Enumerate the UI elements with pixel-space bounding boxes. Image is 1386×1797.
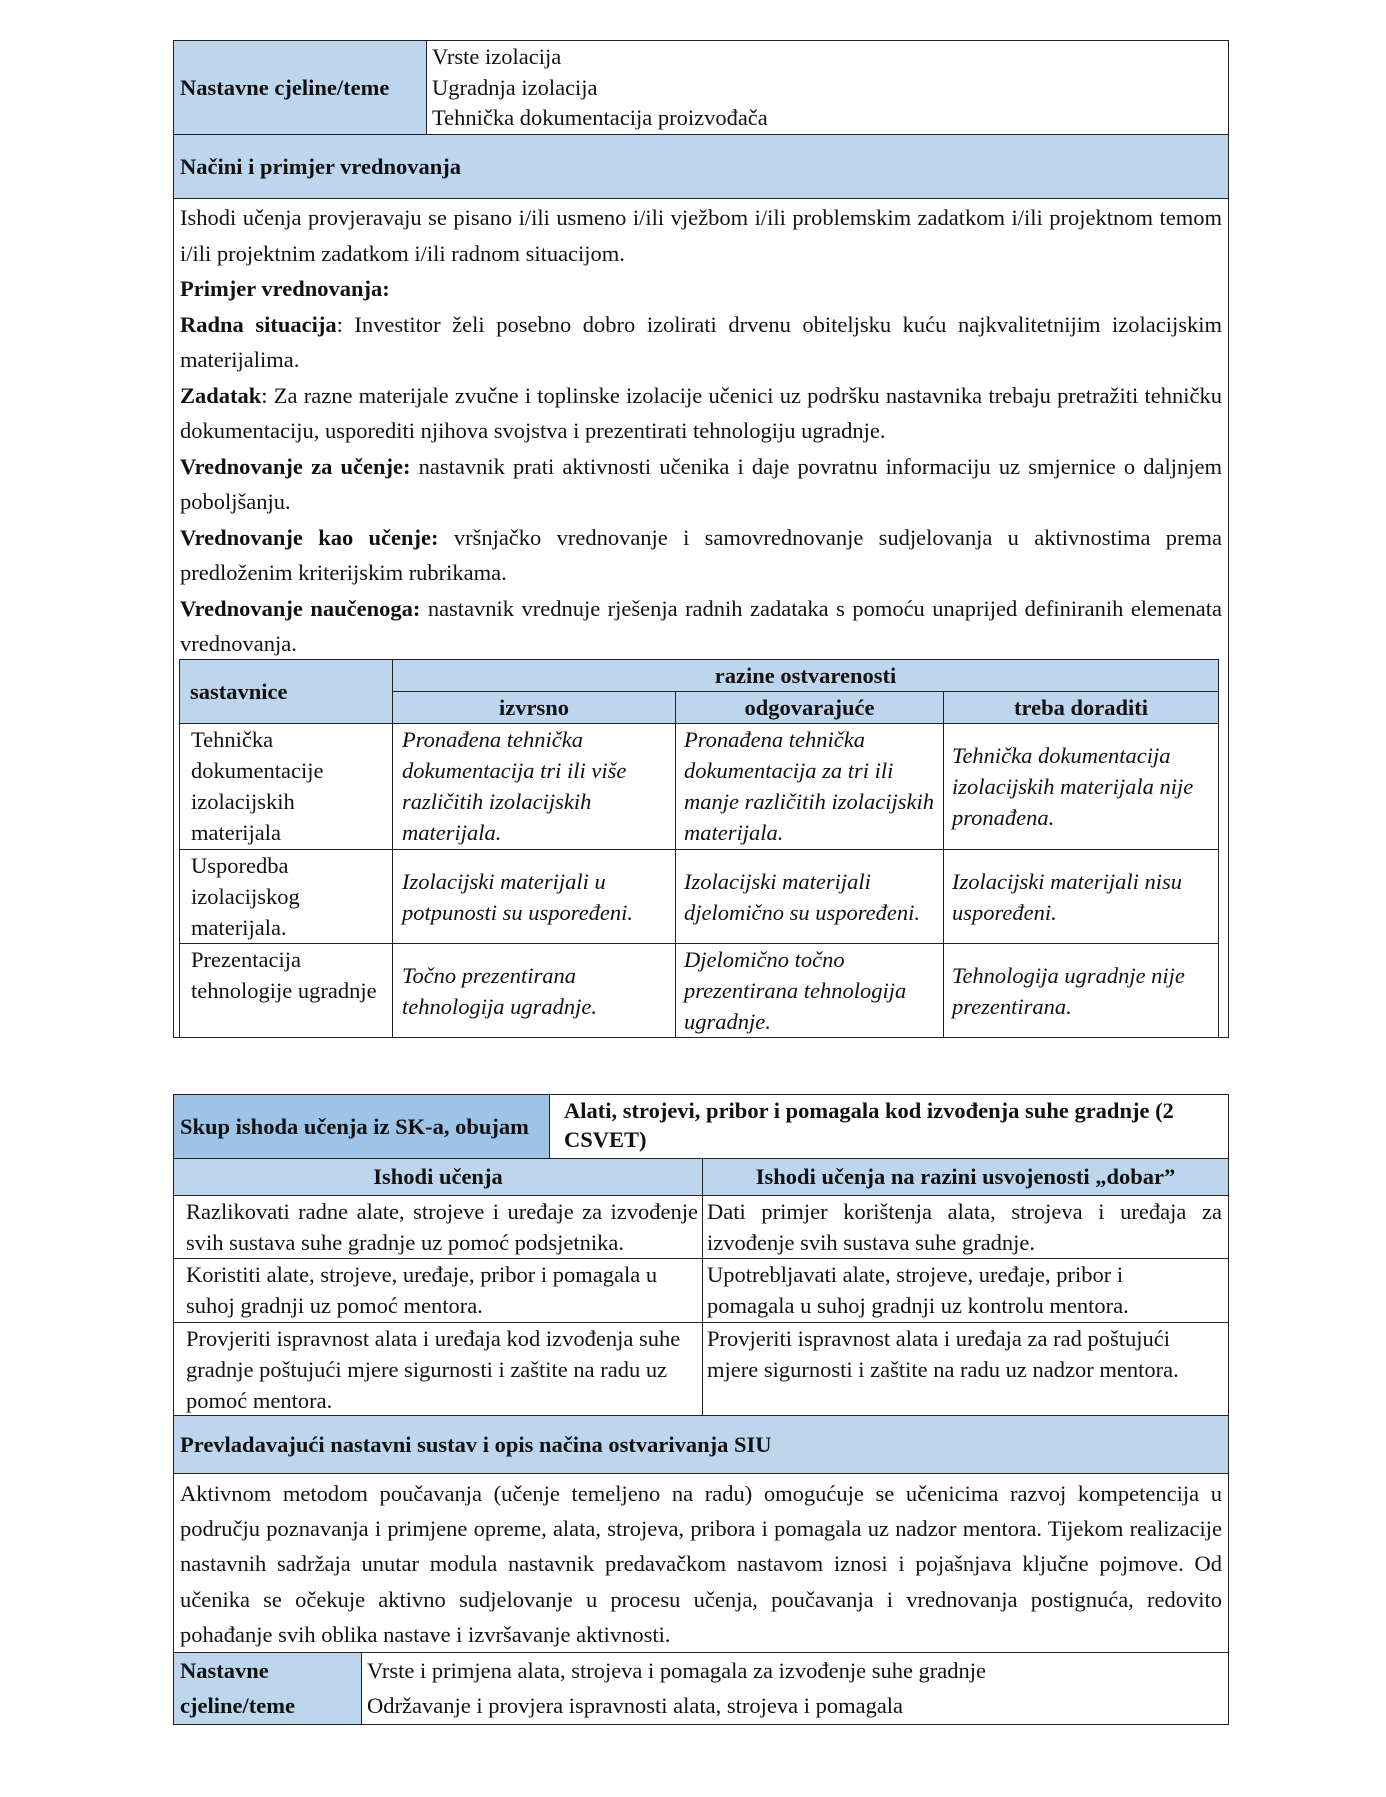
system-header: Prevladavajući nastavni sustav i opis načina ostvarivanja SIU (180, 1432, 772, 1457)
evaluation-header: Načini i primjer vrednovanja (180, 154, 462, 179)
topics-label-cell (174, 41, 426, 134)
rubric-component: Usporedba izolacijskog materijala. (191, 853, 300, 940)
rubric-cell: Tehnička dokumentacija izolacijskih materijala nije pronađena. (952, 743, 1194, 830)
topic-item: Ugradnja izolacija (432, 74, 598, 100)
topics-label-cell-2 (174, 1653, 361, 1724)
topic-item: Vrste i primjena alata, strojeva i pomagala za izvođenje suhe gradnje (367, 1658, 987, 1683)
topic-item: Održavanje i provjera ispravnosti alata, strojeva i pomagala (367, 1693, 904, 1718)
paragraph-assessment-for-learning: Vrednovanje za učenje: nastavnik prati aktivnosti učenika i daje povratnu informaciju uz smjernice o daljnjem poboljšanju. (180, 453, 1222, 514)
topics-label-2: Nastavne cjeline/teme (180, 1658, 295, 1718)
rubric-component: Prezentacija tehnologije ugradnje (191, 947, 377, 1003)
rubric-level-excellent: izvrsno (499, 695, 569, 720)
paragraph-task: Zadatak: Za razne materijale zvučne i toplinske izolacije učenici uz podršku nastavnika trebaju pretražiti tehničku dokumentaciju, usporediti njihova svojstva i prezentirati tehnologiju ugradnje. (180, 382, 1222, 443)
paragraph-methods: Ishodi učenja provjeravaju se pisano i/ili usmeno i/ili vježbom i/ili problemskim zadatkom i/ili projektnom temom i/ili projektnim zadatkom i/ili radnom situacijom. (180, 205, 1222, 266)
rubric-cell: Tehnologija ugradnje nije prezentirana. (952, 963, 1185, 1019)
paragraph-work-situation: Radna situacija: Investitor želi posebno dobro izolirati drvenu obiteljsku kuću najkvalitetnijim izolacijskim materijalima. (180, 311, 1222, 372)
paragraph-example-heading: Primjer vrednovanja: (180, 276, 390, 301)
rubric-level-needs-work: treba doraditi (1014, 695, 1148, 720)
evaluation-header-cell (174, 135, 1228, 198)
outcome-cell: Koristiti alate, strojeve, uređaje, pribor i pomagala u suhoj gradnji uz pomoć mentora. (186, 1262, 658, 1318)
rubric-cell: Izolacijski materijali u potpunosti su uspoređeni. (402, 868, 634, 925)
topic-item: Tehnička dokumentacija proizvođača (432, 105, 768, 130)
outcome-good-cell: Provjeriti ispravnost alata i uređaja za rad poštujući mjere sigurnosti i zaštite na radu uz nadzor mentora. (707, 1326, 1179, 1382)
topics-list-2 (367, 1653, 1217, 1723)
rubric-group-header: razine ostvarenosti (714, 663, 897, 688)
rubric-cell: Izolacijski materijali djelomično su uspoređeni. (684, 868, 921, 925)
set-label-cell (174, 1095, 549, 1158)
rubric-cell: Pronađena tehnička dokumentacija tri ili više različitih izolacijskih materijala. (402, 727, 627, 845)
topics-label: Nastavne cjeline/teme (180, 75, 390, 100)
set-value: Alati, strojevi, pribor i pomagala kod izvođenja suhe gradnje (2 CSVET) (564, 1098, 1174, 1152)
rubric-cell: Pronađena tehnička dokumentacija za tri ili manje različitih izolacijskih materijala. (684, 727, 934, 845)
rubric-level-adequate: odgovarajuće (744, 695, 875, 720)
outcome-good-cell: Dati primjer korištenja alata, strojeva i uređaja za izvođenje svih sustava suhe gradnje. (707, 1199, 1222, 1255)
topic-item: Vrste izolacija (432, 44, 562, 69)
paragraph-assessment-as-learning: Vrednovanje kao učenje: vršnjačko vrednovanje i samovrednovanje sudjelovanja u aktivnostima prema predloženim kriterijskim rubrikama. (180, 524, 1222, 585)
system-text: Aktivnom metodom poučavanja (učenje temeljeno na radu) omogućuje se učenicima razvoj kompetencija u području poznavanja i primjene opreme, alata, strojeva, pribora i pomagala uz nadzor mentora. Tijekom realizacije nastavnih sadržaja unutar modula nastavnik predavačkom nastavom iznosi i pojašnjava ključne pojmove. Od učenika se očekuje aktivno sudjelovanje u procesu učenja, poučavanja i vrednovanja postignuća, redovito pohađanje svih oblika nastave i izvršavanje aktivnosti. (180, 1481, 1222, 1647)
rubric-component: Tehnička dokumentacije izolacijskih materijala (191, 727, 324, 845)
col-header-outcomes: Ishodi učenja (373, 1164, 503, 1189)
rubric-cell: Djelomično točno prezentirana tehnologija ugradnje. (684, 947, 907, 1034)
system-header-cell (174, 1416, 1228, 1473)
rubric-cell: Izolacijski materijali nisu uspoređeni. (952, 868, 1182, 925)
outcome-good-cell: Upotrebljavati alate, strojeve, uređaje, pribor i pomagala u suhoj gradnji uz kontrolu mentora. (707, 1262, 1129, 1318)
outcome-cell: Provjeriti ispravnost alata i uređaja kod izvođenja suhe gradnje poštujući mjere sigurnosti i zaštite na radu uz pomoć mentora. (186, 1326, 681, 1413)
set-label: Skup ishoda učenja iz SK-a, obujam (180, 1114, 529, 1139)
topics-list (432, 42, 1222, 134)
rubric-col-header: sastavnice (190, 679, 288, 704)
col-header-outcomes-good: Ishodi učenja na razini usvojenosti „dobar” (755, 1164, 1176, 1189)
rubric-cell: Točno prezentirana tehnologija ugradnje. (402, 963, 597, 1019)
outcome-cell: Razlikovati radne alate, strojeve i uređaje za izvođenje svih sustava suhe gradnje uz pomoć podsjetnika. (186, 1199, 698, 1255)
paragraph-assessment-of-learning: Vrednovanje naučenoga: nastavnik vrednuje rješenja radnih zadataka s pomoću unaprijed definiranih elemenata vrednovanja. (180, 595, 1223, 656)
evaluation-text (180, 200, 1222, 662)
